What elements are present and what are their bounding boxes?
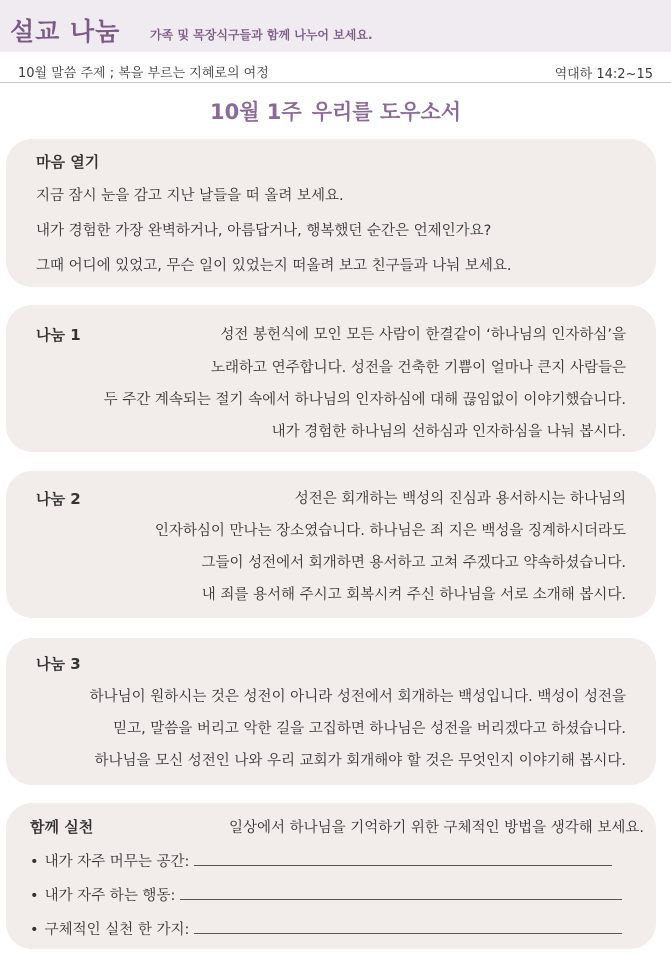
practice-card	[6, 803, 656, 949]
practice-label: 함께 실천	[30, 818, 94, 836]
monthly-theme: 10월 말씀 주제 ; 복을 부르는 지혜로의 여정	[18, 62, 269, 83]
open-heart-label: 마음 열기	[36, 153, 100, 171]
bullet-icon: •	[30, 922, 39, 938]
open-heart-line: 지금 잠시 눈을 감고 지난 날들을 떠 올려 보세요.	[36, 188, 344, 204]
page-header	[0, 0, 671, 52]
divider	[0, 82, 671, 83]
share1-label: 나눔 1	[36, 326, 81, 344]
share1-line: 성전 봉헌식에 모인 모든 사람이 한결같이 ‘하나님의 인자하심’을	[220, 327, 626, 343]
share3-label: 나눔 3	[36, 655, 81, 673]
share2-line: 성전은 회개하는 백성의 진심과 용서하시는 하나님의	[294, 491, 626, 507]
share2-line: 내 죄를 용서해 주시고 회복시켜 주신 하나님을 서로 소개해 봅시다.	[201, 587, 626, 603]
sermon-title: 우리를 도우소서	[311, 100, 462, 124]
open-heart-line: 내가 경험한 가장 완벽하거나, 아름답거나, 행복했던 순간은 언제인가요?	[36, 223, 492, 239]
answer-blank[interactable]	[180, 886, 622, 900]
share3-line: 믿고, 말씀을 버리고 악한 길을 고집하면 하나님은 성전을 버리겠다고 하셨습니다.	[113, 721, 626, 737]
week-heading	[0, 96, 671, 126]
brand-title: 설교 나눔	[10, 17, 121, 46]
share3-line: 하나님을 모신 성전인 나와 우리 교회가 회개해야 할 것은 무엇인지 이야기해 봅시다.	[94, 753, 626, 769]
practice-item-concrete	[30, 918, 622, 939]
week-label: 10월 1주	[209, 100, 302, 124]
share2-line: 그들이 성전에서 회개하면 용서하고 고쳐 주겠다고 약속하셨습니다.	[201, 555, 626, 571]
answer-blank[interactable]	[194, 852, 612, 866]
practice-item-action	[30, 884, 622, 905]
share1-line: 노래하고 연주합니다. 성전을 건축한 기쁨이 얼마나 큰지 사람들은	[210, 360, 626, 376]
share2-label: 나눔 2	[36, 490, 81, 508]
bullet-icon: •	[30, 854, 39, 870]
share1-line: 두 주간 계속되는 절기 속에서 하나님의 인자하심에 대해 끊임없이 이야기했습니다.	[103, 392, 626, 408]
practice-item-label: 구체적인 실천 한 가지:	[44, 922, 190, 938]
share3-line: 하나님이 원하시는 것은 성전이 아니라 성전에서 회개하는 백성입니다. 백성이 성전을	[89, 689, 626, 705]
practice-item-label: 내가 자주 머무는 공간:	[44, 854, 190, 870]
share2-card	[6, 471, 656, 618]
answer-blank[interactable]	[194, 920, 622, 934]
open-heart-line: 그때 어디에 있었고, 무슨 일이 있었는지 떠올려 보고 친구들과 나눠 보세요.	[36, 258, 512, 274]
scripture-reference: 역대하 14:2~15	[554, 67, 653, 82]
header-tagline: 가족 및 목장식구들과 함께 나누어 보세요.	[150, 28, 373, 42]
open-heart-card	[6, 139, 656, 287]
bullet-icon: •	[30, 888, 39, 904]
practice-item-label: 내가 자주 하는 행동:	[44, 888, 176, 904]
share3-card	[6, 638, 656, 785]
share1-card	[6, 305, 656, 452]
practice-item-place	[30, 850, 612, 871]
share1-line: 내가 경험한 하나님의 선하심과 인자하심을 나눠 봅시다.	[271, 424, 626, 440]
share2-line: 인자하심이 만나는 장소였습니다. 하나님은 죄 지은 백성을 징계하시더라도	[154, 523, 626, 539]
practice-intro: 일상에서 하나님을 기억하기 위한 구체적인 방법을 생각해 보세요.	[228, 820, 644, 836]
